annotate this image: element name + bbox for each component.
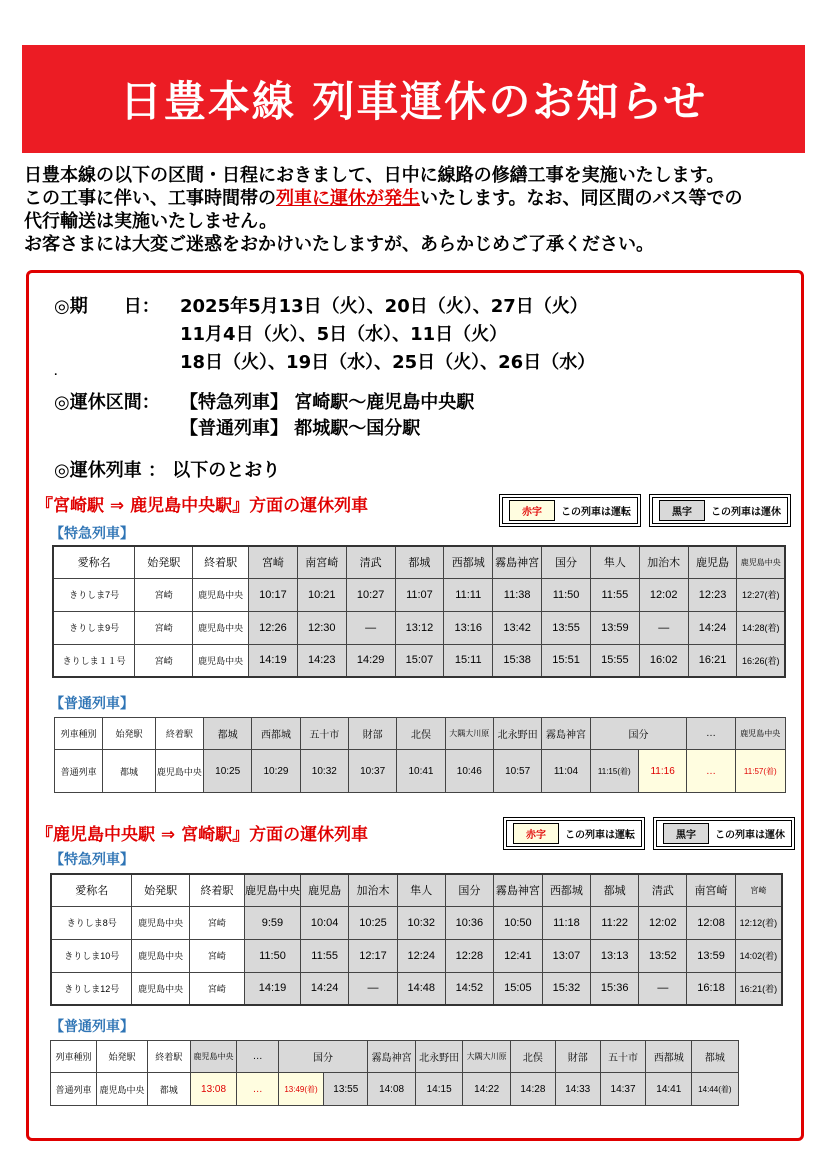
- header-cell: 終着駅: [147, 1041, 190, 1073]
- table-cell: 14:15: [415, 1073, 463, 1106]
- table-cell: …: [687, 750, 735, 793]
- table-cell: 10:32: [397, 906, 445, 939]
- header-cell: 宮崎: [249, 546, 298, 578]
- header-cell: 宮崎: [735, 874, 782, 906]
- table-cell: 14:29: [346, 644, 395, 677]
- dir2-title: 『鹿児島中央駅 ⇒ 宮崎駅』方面の運休列車: [36, 825, 369, 845]
- table-cell: 11:57(着): [735, 750, 785, 793]
- table-cell: 10:50: [493, 906, 542, 939]
- table-cell: 14:19: [244, 972, 300, 1005]
- table-cell: 12:27(着): [737, 578, 785, 611]
- header-cell: 列車種別: [55, 718, 103, 750]
- header-cell: 鹿児島中央: [190, 1041, 237, 1073]
- table-cell: 15:36: [591, 972, 639, 1005]
- trains-label: ◎運休列車 ： 以下のとおり: [54, 460, 281, 481]
- header-cell: 列車種別: [51, 1041, 97, 1073]
- table-cell: 15:05: [493, 972, 542, 1005]
- legend-black-swatch: 黒字: [659, 500, 705, 521]
- table-cell: 鹿児島中央: [132, 906, 189, 939]
- section-line-1: 【特急列車】 宮崎駅～鹿児島中央駅: [180, 392, 475, 413]
- table-row: [53, 578, 785, 611]
- header-cell: 鹿児島中央: [735, 718, 785, 750]
- table-cell: 10:41: [397, 750, 445, 793]
- dir1-ltd-table: [52, 545, 786, 678]
- legend-red-swatch: 赤字: [509, 500, 555, 521]
- table-cell: 15:11: [444, 644, 493, 677]
- intro-line-2b: いたします。なお、同区間のバス等での: [420, 188, 743, 209]
- table-cell: 13:08: [190, 1073, 237, 1106]
- table-cell: 15:38: [493, 644, 542, 677]
- table-cell: 鹿児島中央: [155, 750, 203, 793]
- header-cell: 鹿児島中央: [244, 874, 300, 906]
- table-cell: きりしま7号: [53, 578, 135, 611]
- table-cell: 14:52: [445, 972, 493, 1005]
- header-cell: 霧島神宮: [493, 546, 542, 578]
- dot-mark: .: [54, 368, 58, 378]
- table-cell: 13:12: [395, 611, 444, 644]
- header-cell: 財部: [555, 1041, 600, 1073]
- table-cell: 16:18: [687, 972, 735, 1005]
- header-cell: 愛称名: [53, 546, 135, 578]
- table-cell: きりしま10号: [51, 939, 132, 972]
- table-cell: 14:28: [510, 1073, 555, 1106]
- table-cell: 12:26: [249, 611, 298, 644]
- table-cell: 普通列車: [51, 1073, 97, 1106]
- table-cell: 11:15(着): [590, 750, 638, 793]
- header-cell: 五十市: [600, 1041, 646, 1073]
- table-cell: 10:21: [297, 578, 346, 611]
- dir2-ltd-label: 【特急列車】: [50, 852, 134, 868]
- dates-label: ◎期 日：: [54, 296, 160, 317]
- intro-line-2a: この工事に伴い、工事時間帯の: [24, 188, 276, 209]
- header-cell: 北俣: [397, 718, 445, 750]
- header-cell: 北永野田: [493, 718, 541, 750]
- intro-text: [24, 164, 814, 256]
- table-cell: 10:57: [493, 750, 541, 793]
- section-line-2: 【普通列車】 都城駅～国分駅: [180, 418, 421, 439]
- intro-highlight: 列車に運休が発生: [276, 188, 420, 209]
- table-cell: きりしま12号: [51, 972, 132, 1005]
- header-cell: 北永野田: [415, 1041, 463, 1073]
- table-cell: 14:22: [463, 1073, 511, 1106]
- table-cell: 12:17: [349, 939, 397, 972]
- table-cell: 10:29: [252, 750, 300, 793]
- table-cell: 14:48: [397, 972, 445, 1005]
- table-cell: 14:24: [300, 972, 348, 1005]
- header-cell: 始発駅: [135, 546, 193, 578]
- table-cell: 16:02: [639, 644, 688, 677]
- table-cell: 鹿児島中央: [132, 972, 189, 1005]
- table-cell: —: [346, 611, 395, 644]
- table-cell: 11:16: [638, 750, 686, 793]
- header-cell: 都城: [204, 718, 252, 750]
- table-cell: 13:42: [493, 611, 542, 644]
- table-cell: 10:25: [349, 906, 397, 939]
- header-cell: 加治木: [349, 874, 397, 906]
- dates-line-2: 11月4日（火）、5日（水）、11日（火）: [180, 324, 508, 345]
- intro-line-3: 代行輸送は実施いたしません。: [24, 211, 278, 232]
- intro-line-1: 日豊本線の以下の区間・日程におきまして、日中に線路の修繕工事を実施いたします。: [24, 165, 725, 186]
- section-label: ◎運休区間：: [54, 392, 160, 413]
- table-cell: 9:59: [244, 906, 300, 939]
- header-cell: 南宮崎: [297, 546, 346, 578]
- header-cell: 隼人: [397, 874, 445, 906]
- table-cell: 15:55: [590, 644, 639, 677]
- header-cell: 霧島神宮: [493, 874, 542, 906]
- header-cell: 鹿児島: [300, 874, 348, 906]
- header-cell: 国分: [445, 874, 493, 906]
- table-cell: 13:13: [591, 939, 639, 972]
- intro-line-4: お客さまには大変ご迷惑をおかけいたしますが、あらかじめご了承ください。: [24, 234, 654, 255]
- table-cell: 10:32: [300, 750, 348, 793]
- table-cell: 10:04: [300, 906, 348, 939]
- table-cell: 15:32: [542, 972, 590, 1005]
- table-cell: 11:50: [542, 578, 591, 611]
- dir2-loc-table: [50, 1040, 778, 1106]
- table-cell: 14:41: [646, 1073, 692, 1106]
- header-cell: 愛称名: [51, 874, 132, 906]
- header-cell: 終着駅: [189, 874, 244, 906]
- table-cell: 宮崎: [135, 578, 193, 611]
- header-cell: 西都城: [252, 718, 300, 750]
- legend-red-2: [506, 820, 642, 847]
- table-row: [51, 972, 782, 1005]
- table-cell: 10:46: [445, 750, 493, 793]
- table-cell: 13:16: [444, 611, 493, 644]
- legend-red-text: この列車は運転: [561, 507, 631, 518]
- table-cell: 14:23: [297, 644, 346, 677]
- table-cell: 14:08: [368, 1073, 416, 1106]
- table-cell: 13:59: [590, 611, 639, 644]
- table-cell: 12:02: [639, 906, 687, 939]
- header-cell: 鹿児島: [688, 546, 737, 578]
- legend-1: [502, 497, 788, 524]
- table-cell: 11:50: [244, 939, 300, 972]
- table-cell: 14:24: [688, 611, 737, 644]
- header-cell: 鹿児島中央: [737, 546, 785, 578]
- dir1-loc-table: [54, 717, 786, 793]
- table-cell: 14:37: [600, 1073, 646, 1106]
- header-cell: …: [237, 1041, 278, 1073]
- table-cell: 10:25: [204, 750, 252, 793]
- table-cell: 13:55: [324, 1073, 368, 1106]
- table-cell: —: [639, 611, 688, 644]
- table-cell: 15:51: [542, 644, 591, 677]
- legend-2: [506, 820, 792, 847]
- legend-red-text-2: この列車は運転: [565, 830, 635, 841]
- table-cell: 11:18: [542, 906, 590, 939]
- table-cell: 13:07: [542, 939, 590, 972]
- legend-black-text-2: この列車は運休: [715, 830, 785, 841]
- table-cell: 11:04: [542, 750, 590, 793]
- table-cell: …: [237, 1073, 278, 1106]
- header-cell: 都城: [591, 874, 639, 906]
- header-cell: 南宮崎: [687, 874, 735, 906]
- table-cell: 11:55: [590, 578, 639, 611]
- table-cell: 16:21(着): [735, 972, 782, 1005]
- table-cell: 13:49(着): [278, 1073, 324, 1106]
- header-cell: 始発駅: [132, 874, 189, 906]
- table-cell: 14:19: [249, 644, 298, 677]
- table-cell: 鹿児島中央: [193, 611, 249, 644]
- header-cell: 西都城: [444, 546, 493, 578]
- table-cell: 10:36: [445, 906, 493, 939]
- table-cell: 11:38: [493, 578, 542, 611]
- table-cell: 14:33: [555, 1073, 600, 1106]
- table-cell: 16:26(着): [737, 644, 785, 677]
- dir2-ltd-table: [50, 873, 783, 1006]
- header-cell: 終着駅: [193, 546, 249, 578]
- table-cell: 鹿児島中央: [132, 939, 189, 972]
- header-cell: 国分: [590, 718, 687, 750]
- header-cell: 霧島神宮: [542, 718, 590, 750]
- table-cell: 13:55: [542, 611, 591, 644]
- table-cell: 鹿児島中央: [193, 578, 249, 611]
- table-cell: 普通列車: [55, 750, 103, 793]
- table-cell: 12:08: [687, 906, 735, 939]
- table-cell: 宮崎: [135, 644, 193, 677]
- table-cell: 宮崎: [189, 972, 244, 1005]
- header-cell: 国分: [542, 546, 591, 578]
- header-cell: 清武: [346, 546, 395, 578]
- table-cell: 14:28(着): [737, 611, 785, 644]
- table-cell: 10:27: [346, 578, 395, 611]
- legend-black: [652, 497, 788, 524]
- table-row: [51, 906, 782, 939]
- legend-black-2: [656, 820, 792, 847]
- dir1-title: 『宮崎駅 ⇒ 鹿児島中央駅』方面の運休列車: [36, 496, 369, 516]
- header-cell: 国分: [278, 1041, 368, 1073]
- table-row: [51, 939, 782, 972]
- table-cell: 都城: [147, 1073, 190, 1106]
- header-cell: 大隅大川原: [445, 718, 493, 750]
- header-cell: 北俣: [510, 1041, 555, 1073]
- table-cell: きりしま9号: [53, 611, 135, 644]
- table-cell: 宮崎: [189, 906, 244, 939]
- table-cell: 宮崎: [135, 611, 193, 644]
- header-cell: 始発駅: [103, 718, 155, 750]
- table-row: [53, 644, 785, 677]
- table-cell: —: [349, 972, 397, 1005]
- table-cell: 13:59: [687, 939, 735, 972]
- table-cell: 鹿児島中央: [97, 1073, 148, 1106]
- table-cell: 12:41: [493, 939, 542, 972]
- dates-line-3: 18日（火）、19日（水）、25日（火）、26日（水）: [180, 352, 596, 373]
- table-cell: 鹿児島中央: [193, 644, 249, 677]
- header-cell: 都城: [395, 546, 444, 578]
- table-cell: 12:12(着): [735, 906, 782, 939]
- table-cell: 11:55: [300, 939, 348, 972]
- header-cell: 五十市: [300, 718, 348, 750]
- header-cell: 清武: [639, 874, 687, 906]
- table-cell: きりしま１１号: [53, 644, 135, 677]
- table-cell: 14:02(着): [735, 939, 782, 972]
- table-cell: 16:21: [688, 644, 737, 677]
- table-cell: 15:07: [395, 644, 444, 677]
- header-cell: 隼人: [590, 546, 639, 578]
- dates-line-1: 2025年5月13日（火）、20日（火）、27日（火）: [180, 296, 588, 317]
- table-row: [53, 611, 785, 644]
- header-cell: 霧島神宮: [368, 1041, 416, 1073]
- table-cell: —: [639, 972, 687, 1005]
- legend-red-swatch-2: 赤字: [513, 823, 559, 844]
- table-cell: 12:28: [445, 939, 493, 972]
- header-cell: 加治木: [639, 546, 688, 578]
- table-cell: 12:23: [688, 578, 737, 611]
- table-cell: 12:02: [639, 578, 688, 611]
- legend-red: [502, 497, 638, 524]
- table-cell: 宮崎: [189, 939, 244, 972]
- header-cell: 西都城: [646, 1041, 692, 1073]
- header-cell: 西都城: [542, 874, 590, 906]
- table-cell: 都城: [103, 750, 155, 793]
- table-cell: 13:52: [639, 939, 687, 972]
- intro-line-2: [24, 187, 814, 210]
- table-cell: 10:37: [348, 750, 396, 793]
- table-cell: 12:30: [297, 611, 346, 644]
- header-cell: 大隅大川原: [463, 1041, 511, 1073]
- table-cell: 12:24: [397, 939, 445, 972]
- header-cell: 財部: [348, 718, 396, 750]
- table-cell: 10:17: [249, 578, 298, 611]
- dir1-loc-label: 【普通列車】: [50, 696, 134, 712]
- legend-black-text: この列車は運休: [711, 507, 781, 518]
- dir2-loc-label: 【普通列車】: [50, 1019, 134, 1035]
- header-cell: 都城: [692, 1041, 738, 1073]
- table-cell: きりしま8号: [51, 906, 132, 939]
- page-title: 日豊本線 列車運休のお知らせ: [22, 45, 805, 153]
- dir1-ltd-label: 【特急列車】: [50, 526, 134, 542]
- header-cell: 始発駅: [97, 1041, 148, 1073]
- table-cell: 11:07: [395, 578, 444, 611]
- table-cell: 11:22: [591, 906, 639, 939]
- legend-black-swatch-2: 黒字: [663, 823, 709, 844]
- header-cell: …: [687, 718, 735, 750]
- header-cell: 終着駅: [155, 718, 203, 750]
- table-cell: 11:11: [444, 578, 493, 611]
- table-cell: 14:44(着): [692, 1073, 738, 1106]
